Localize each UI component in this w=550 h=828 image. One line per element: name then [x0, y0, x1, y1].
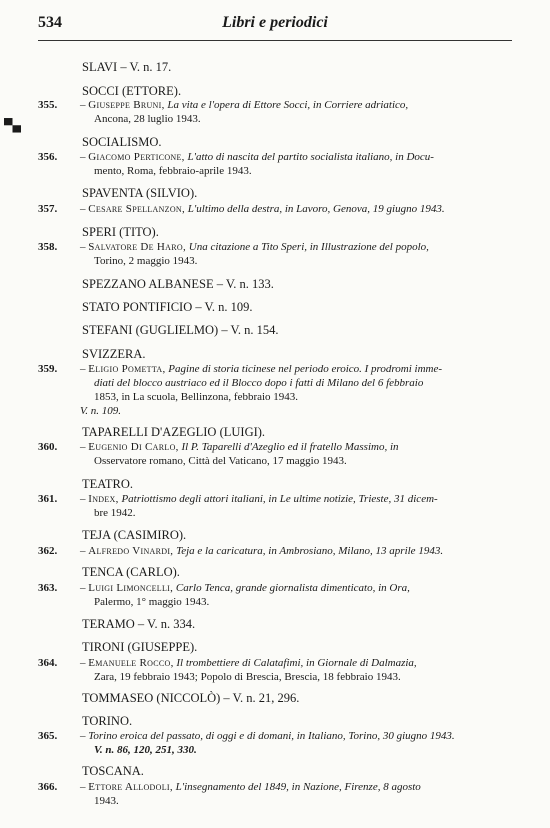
entry-line: 1853, in La scuola, Bellinzona, febbraio 1943. [94, 391, 299, 403]
entry-number: 362. [38, 545, 58, 557]
entry-heading: TENCA (CARLO). [82, 565, 180, 579]
entry-text: L'atto di nascita del partito socialista italiano, in Docu- [187, 151, 434, 163]
entry-line: – Index, Patriottismo degli attori italiani, in Le ultime notizie, Trieste, 31 dicem- [80, 493, 438, 505]
entry-heading: STEFANI (GUGLIELMO) – V. n. 154. [82, 323, 279, 337]
entry-author: Alfredo Vinardi, [88, 545, 174, 557]
entry-number: 364. [38, 657, 58, 669]
entry-line: – Eugenio Di Carlo, Il P. Taparelli d'Azeglio ed il fratello Massimo, in [80, 441, 399, 453]
entry-line: – Eligio Pometta, Pagine di storia ticinese nel periodo eroico. I prodromi imme- [80, 363, 443, 375]
entry-line: Ancona, 28 luglio 1943. [94, 113, 201, 125]
entry-text: Carlo Tenca, grande giornalista dimenticato, in Ora, [175, 582, 410, 594]
page-number: 534 [38, 14, 62, 31]
entry-author: Salvatore De Haro, [88, 241, 186, 253]
header-rule [38, 40, 512, 41]
entry-author: Eligio Pometta, [88, 363, 166, 375]
entry-line: – Giacomo Perticone, L'atto di nascita del partito socialista italiano, in Docu- [80, 151, 434, 163]
entry-author: Cesare Spellanzon, [88, 203, 186, 215]
entry-line: 1943. [94, 795, 119, 807]
entry-number: 363. [38, 582, 58, 594]
entry-line: – Emanuele Rocco, Il trombettiere di Calatafimi, in Giornale di Dalmazia, [80, 657, 417, 669]
entry-text: Il trombettiere di Calatafimi, in Giornale di Dalmazia, [176, 657, 417, 669]
entry-number: 366. [38, 781, 58, 793]
entry-line: bre 1942. [94, 507, 136, 519]
entry-heading: SOCIALISMO. [82, 135, 162, 149]
entry-line: Osservatore romano, Città del Vaticano, 17 maggio 1943. [94, 455, 347, 467]
entry-text: La vita e l'opera di Ettore Socci, in Corriere adriatico, [167, 99, 409, 111]
margin-mark: ▀▄ [4, 118, 22, 132]
entry-heading: TOMMASEO (NICCOLÒ) – V. n. 21, 296. [82, 691, 300, 705]
entry-number: 355. [38, 99, 58, 111]
entry-heading: TOSCANA. [82, 764, 144, 778]
entry-author: Emanuele Rocco, [88, 657, 174, 669]
entry-text: L'ultimo della destra, in Lavoro, Genova, 19 giugno 1943. [187, 203, 445, 215]
entry-heading: SPERI (TITO). [82, 225, 159, 239]
entry-line: V. n. 86, 120, 251, 330. [94, 744, 197, 756]
entry-heading: SPAVENTA (SILVIO). [82, 186, 198, 200]
entry-text: Pagine di storia ticinese nel periodo eroico. I prodromi imme- [168, 363, 443, 375]
entry-author: Giacomo Perticone, [88, 151, 185, 163]
entry-heading: TIRONI (GIUSEPPE). [82, 640, 198, 654]
entry-line: mento, Roma, febbraio-aprile 1943. [94, 165, 252, 177]
entry-author: Luigi Limoncelli, [88, 582, 174, 594]
entry-heading: TERAMO – V. n. 334. [82, 617, 196, 631]
entry-line: Zara, 19 febbraio 1943; Popolo di Brescia, Brescia, 18 febbraio 1943. [94, 671, 401, 683]
entry-number: 357. [38, 203, 58, 215]
entry-line: – Cesare Spellanzon, L'ultimo della destra, in Lavoro, Genova, 19 giugno 1943. [80, 203, 445, 215]
entry-line: diati del blocco austriaco ed il Blocco dopo i fatti di Milano del 6 febbraio [94, 377, 424, 389]
entry-heading: SLAVI – V. n. 17. [82, 60, 172, 74]
entry-line: Palermo, 1° maggio 1943. [94, 596, 210, 608]
entry-number: 358. [38, 241, 58, 253]
entry-text: Una citazione a Tito Speri, in Illustrazione del popolo, [188, 241, 429, 253]
entry-number: 359. [38, 363, 58, 375]
entry-heading: STATO PONTIFICIO – V. n. 109. [82, 300, 253, 314]
entry-author: Eugenio Di Carlo, [88, 441, 179, 453]
entry-heading: SPEZZANO ALBANESE – V. n. 133. [82, 277, 274, 291]
entry-heading: TEATRO. [82, 477, 134, 491]
entry-line: V. n. 109. [80, 405, 122, 417]
entry-line: – Torino eroica del passato, di oggi e di domani, in Italiano, Torino, 30 giugno 1943. [80, 730, 455, 742]
entry-line: – Alfredo Vinardi, Teja e la caricatura, in Ambrosiano, Milano, 13 aprile 1943. [80, 545, 444, 557]
running-title: Libri e periodici [222, 14, 328, 31]
entry-author: Giuseppe Bruni, [88, 99, 165, 111]
entry-line: – Giuseppe Bruni, La vita e l'opera di Ettore Socci, in Corriere adriatico, [80, 99, 409, 111]
entry-author: Index, [88, 493, 119, 505]
entry-heading: SVIZZERA. [82, 347, 146, 361]
entry-author: Ettore Allodoli, [88, 781, 173, 793]
entry-text: Torino eroica del passato, di oggi e di domani, in Italiano, Torino, 30 giugno 1943. [88, 730, 455, 742]
entry-heading: TEJA (CASIMIRO). [82, 528, 187, 542]
entry-heading: TORINO. [82, 714, 133, 728]
entry-number: 365. [38, 730, 58, 742]
entry-text: Patriottismo degli attori italiani, in Le ultime notizie, Trieste, 31 dicem- [121, 493, 438, 505]
entry-number: 356. [38, 151, 58, 163]
entry-text: Teja e la caricatura, in Ambrosiano, Milano, 13 aprile 1943. [176, 545, 444, 557]
entry-number: 361. [38, 493, 58, 505]
entry-text: L'insegnamento del 1849, in Nazione, Firenze, 8 agosto [175, 781, 421, 793]
entry-number: 360. [38, 441, 58, 453]
entry-heading: SOCCI (ETTORE). [82, 84, 182, 98]
entry-line: – Salvatore De Haro, Una citazione a Tito Speri, in Illustrazione del popolo, [80, 241, 429, 253]
entry-line: – Luigi Limoncelli, Carlo Tenca, grande giornalista dimenticato, in Ora, [80, 582, 410, 594]
entry-text: Il P. Taparelli d'Azeglio ed il fratello Massimo, in [181, 441, 399, 453]
entry-line: – Ettore Allodoli, L'insegnamento del 1849, in Nazione, Firenze, 8 agosto [80, 781, 421, 793]
entry-line: Torino, 2 maggio 1943. [94, 255, 198, 267]
entry-heading: TAPARELLI D'AZEGLIO (LUIGI). [82, 425, 266, 439]
